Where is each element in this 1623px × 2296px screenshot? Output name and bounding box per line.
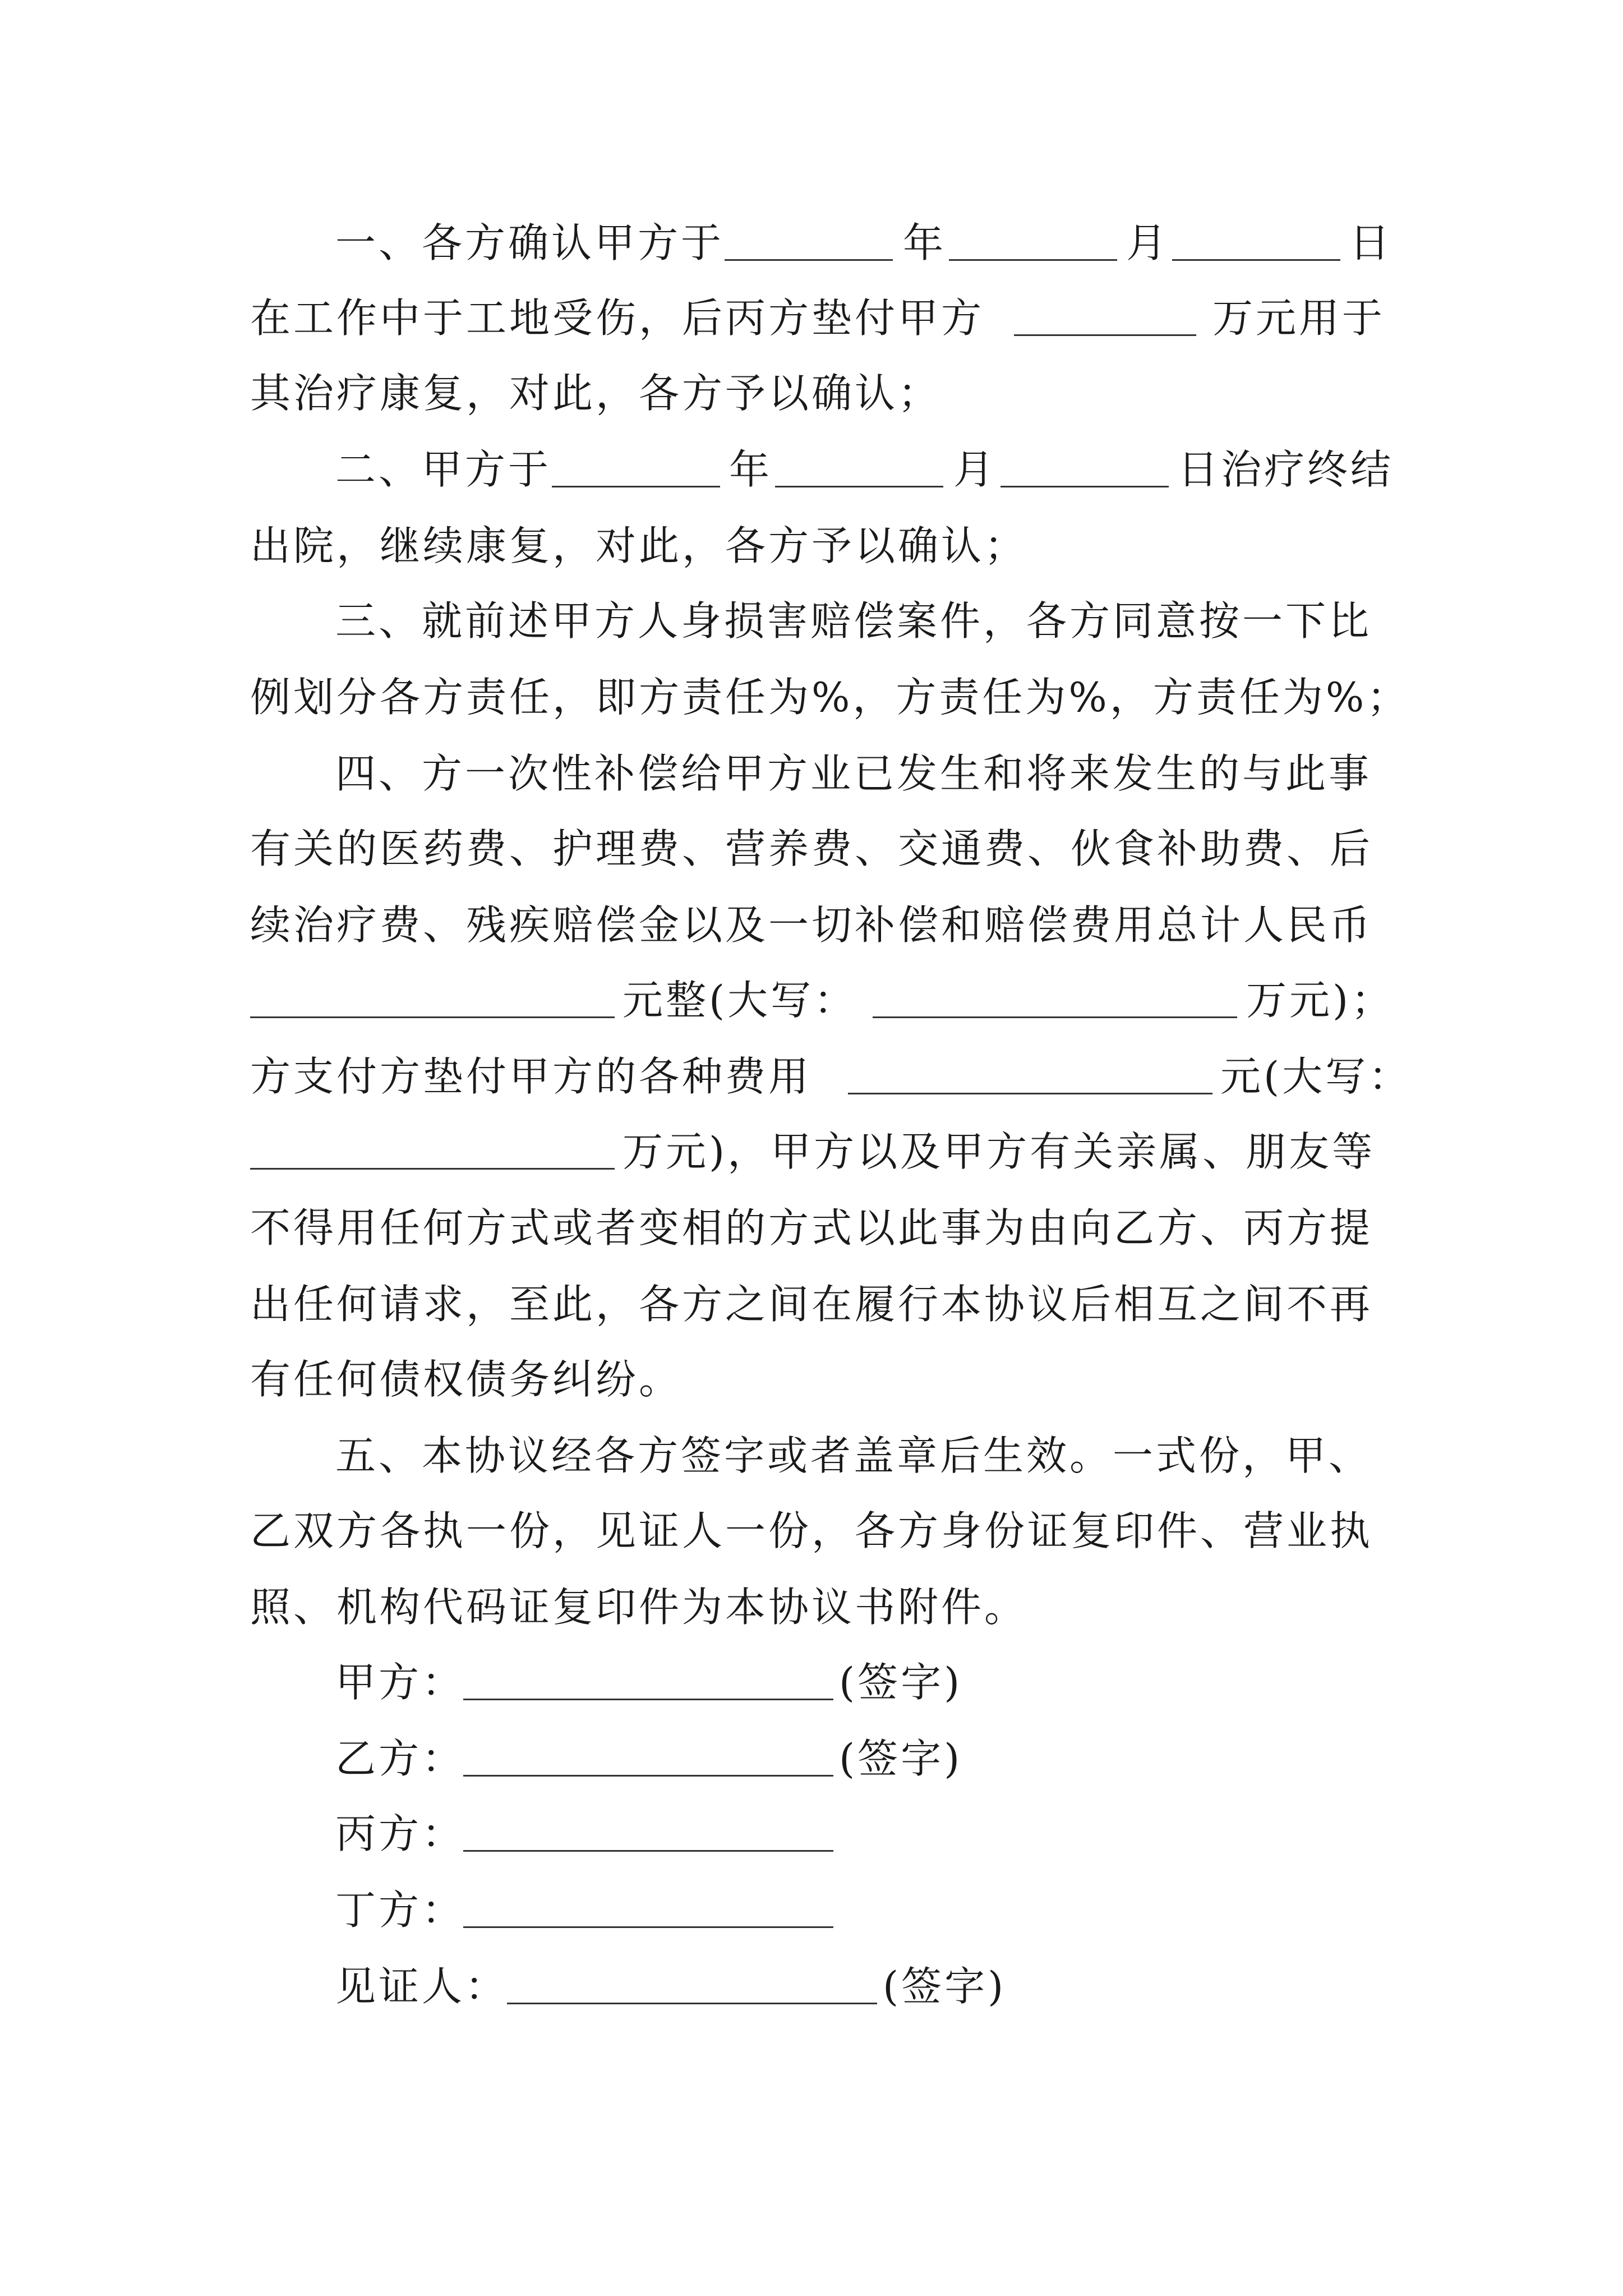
clause-text: 乙双方各执一份，见证人一份，各方身份证复印件、营业执 xyxy=(250,1507,1373,1554)
clause-text: 出院，继续康复，对此，各方予以确认； xyxy=(250,522,1028,569)
clause-text: 一、各方确认甲方于 xyxy=(335,219,725,266)
clause-text: 照、机构代码证复印件为本协议书附件。 xyxy=(250,1584,1028,1631)
signature-label: 甲方： xyxy=(335,1659,465,1706)
clause-1-line-3 xyxy=(0,362,1623,424)
signature-label: 乙方： xyxy=(335,1735,465,1782)
clause-text: 方支付方垫付甲方的各种费用 xyxy=(250,1053,812,1100)
clause-text: 月 xyxy=(1126,219,1170,266)
clause-text: 在工作中于工地受伤，后丙方垫付甲方 xyxy=(250,295,985,342)
clause-4-line-9 xyxy=(0,1349,1623,1410)
clause-text: 元(大写： xyxy=(1220,1053,1412,1100)
clause-text: 日 xyxy=(1349,219,1393,266)
clause-4-line-5 xyxy=(0,1046,1623,1107)
signature-field[interactable] xyxy=(507,1955,877,2004)
blank-year[interactable] xyxy=(725,212,893,261)
clause-text: 五、本协议经各方签字或者盖章后生效。一式份，甲、 xyxy=(335,1432,1372,1479)
blank-month[interactable] xyxy=(775,439,943,487)
clause-text: 其治疗康复，对此，各方予以确认； xyxy=(250,370,942,417)
clause-4-line-8 xyxy=(0,1273,1623,1335)
clause-3-line-2 xyxy=(0,666,1623,728)
clause-4-line-6 xyxy=(0,1121,1623,1182)
clause-text: 不得用任何方式或者变相的方式以此事为由向乙方、丙方提 xyxy=(250,1204,1373,1251)
blank-day[interactable] xyxy=(1000,439,1169,487)
clause-5-line-1 xyxy=(0,1425,1623,1487)
clause-3-line-1 xyxy=(0,590,1623,652)
clause-4-line-3 xyxy=(0,894,1623,956)
clause-2-line-2 xyxy=(0,515,1623,577)
clause-4-line-2 xyxy=(0,818,1623,880)
clause-4-line-7 xyxy=(0,1197,1623,1259)
blank-amount-uppercase[interactable] xyxy=(250,1121,615,1170)
clause-text: 日治疗终结 xyxy=(1178,446,1394,493)
clause-text: 元整(大写： xyxy=(623,977,857,1024)
clause-5-line-3 xyxy=(0,1576,1623,1638)
clause-5-line-2 xyxy=(0,1500,1623,1562)
signature-party-b xyxy=(0,1728,1623,1789)
blank-amount-uppercase[interactable] xyxy=(873,969,1237,1018)
clause-4-line-1 xyxy=(0,743,1623,804)
blank-month[interactable] xyxy=(949,212,1117,261)
blank-amount[interactable] xyxy=(250,969,615,1018)
clause-text: 万元)； xyxy=(1246,977,1395,1024)
signature-label: 丙方： xyxy=(335,1810,465,1857)
clause-4-line-4 xyxy=(0,969,1623,1031)
signature-field[interactable] xyxy=(463,1728,833,1777)
clause-text: 续治疗费、残疾赔偿金以及一切补偿和赔偿费用总计人民币 xyxy=(250,901,1373,949)
clause-text: 月 xyxy=(953,446,997,493)
clause-text: 有关的医药费、护理费、营养费、交通费、伙食补助费、后 xyxy=(250,825,1373,872)
clause-text: 年 xyxy=(903,219,947,266)
blank-year[interactable] xyxy=(552,439,720,487)
signature-party-d xyxy=(0,1879,1623,1941)
signature-field[interactable] xyxy=(463,1879,833,1928)
signature-witness xyxy=(0,1955,1623,2017)
signature-field[interactable] xyxy=(463,1651,833,1700)
clause-2-line-1 xyxy=(0,439,1623,500)
clause-text: 二、甲方于 xyxy=(335,446,552,493)
blank-day[interactable] xyxy=(1172,212,1340,261)
clause-text: 万元用于 xyxy=(1212,295,1386,342)
clause-text: 年 xyxy=(729,446,773,493)
signature-field[interactable] xyxy=(463,1803,833,1852)
signature-note: (签字) xyxy=(839,1659,963,1706)
clause-text: 有任何债权债务纠纷。 xyxy=(250,1356,683,1403)
clause-1-line-1 xyxy=(0,212,1623,274)
clause-text: 四、方一次性补偿给甲方业已发生和将来发生的与此事 xyxy=(335,750,1372,797)
signature-note: (签字) xyxy=(839,1735,963,1782)
clause-text: 例划分各方责任，即方责任为%，方责任为%，方责任为%； xyxy=(250,674,1410,721)
clause-text: 万元)，甲方以及甲方有关亲属、朋友等 xyxy=(623,1128,1376,1175)
blank-amount[interactable] xyxy=(848,1046,1212,1094)
blank-amount[interactable] xyxy=(1014,287,1196,336)
signature-label: 丁方： xyxy=(335,1887,465,1934)
clause-text: 出任何请求，至此，各方之间在履行本协议后相互之间不再 xyxy=(250,1281,1373,1328)
signature-label: 见证人： xyxy=(335,1963,509,2010)
signature-note: (签字) xyxy=(883,1963,1007,2010)
signature-party-a xyxy=(0,1651,1623,1713)
signature-party-c xyxy=(0,1803,1623,1865)
clause-1-line-2 xyxy=(0,287,1623,349)
clause-text: 三、就前述甲方人身损害赔偿案件，各方同意按一下比 xyxy=(335,597,1372,645)
